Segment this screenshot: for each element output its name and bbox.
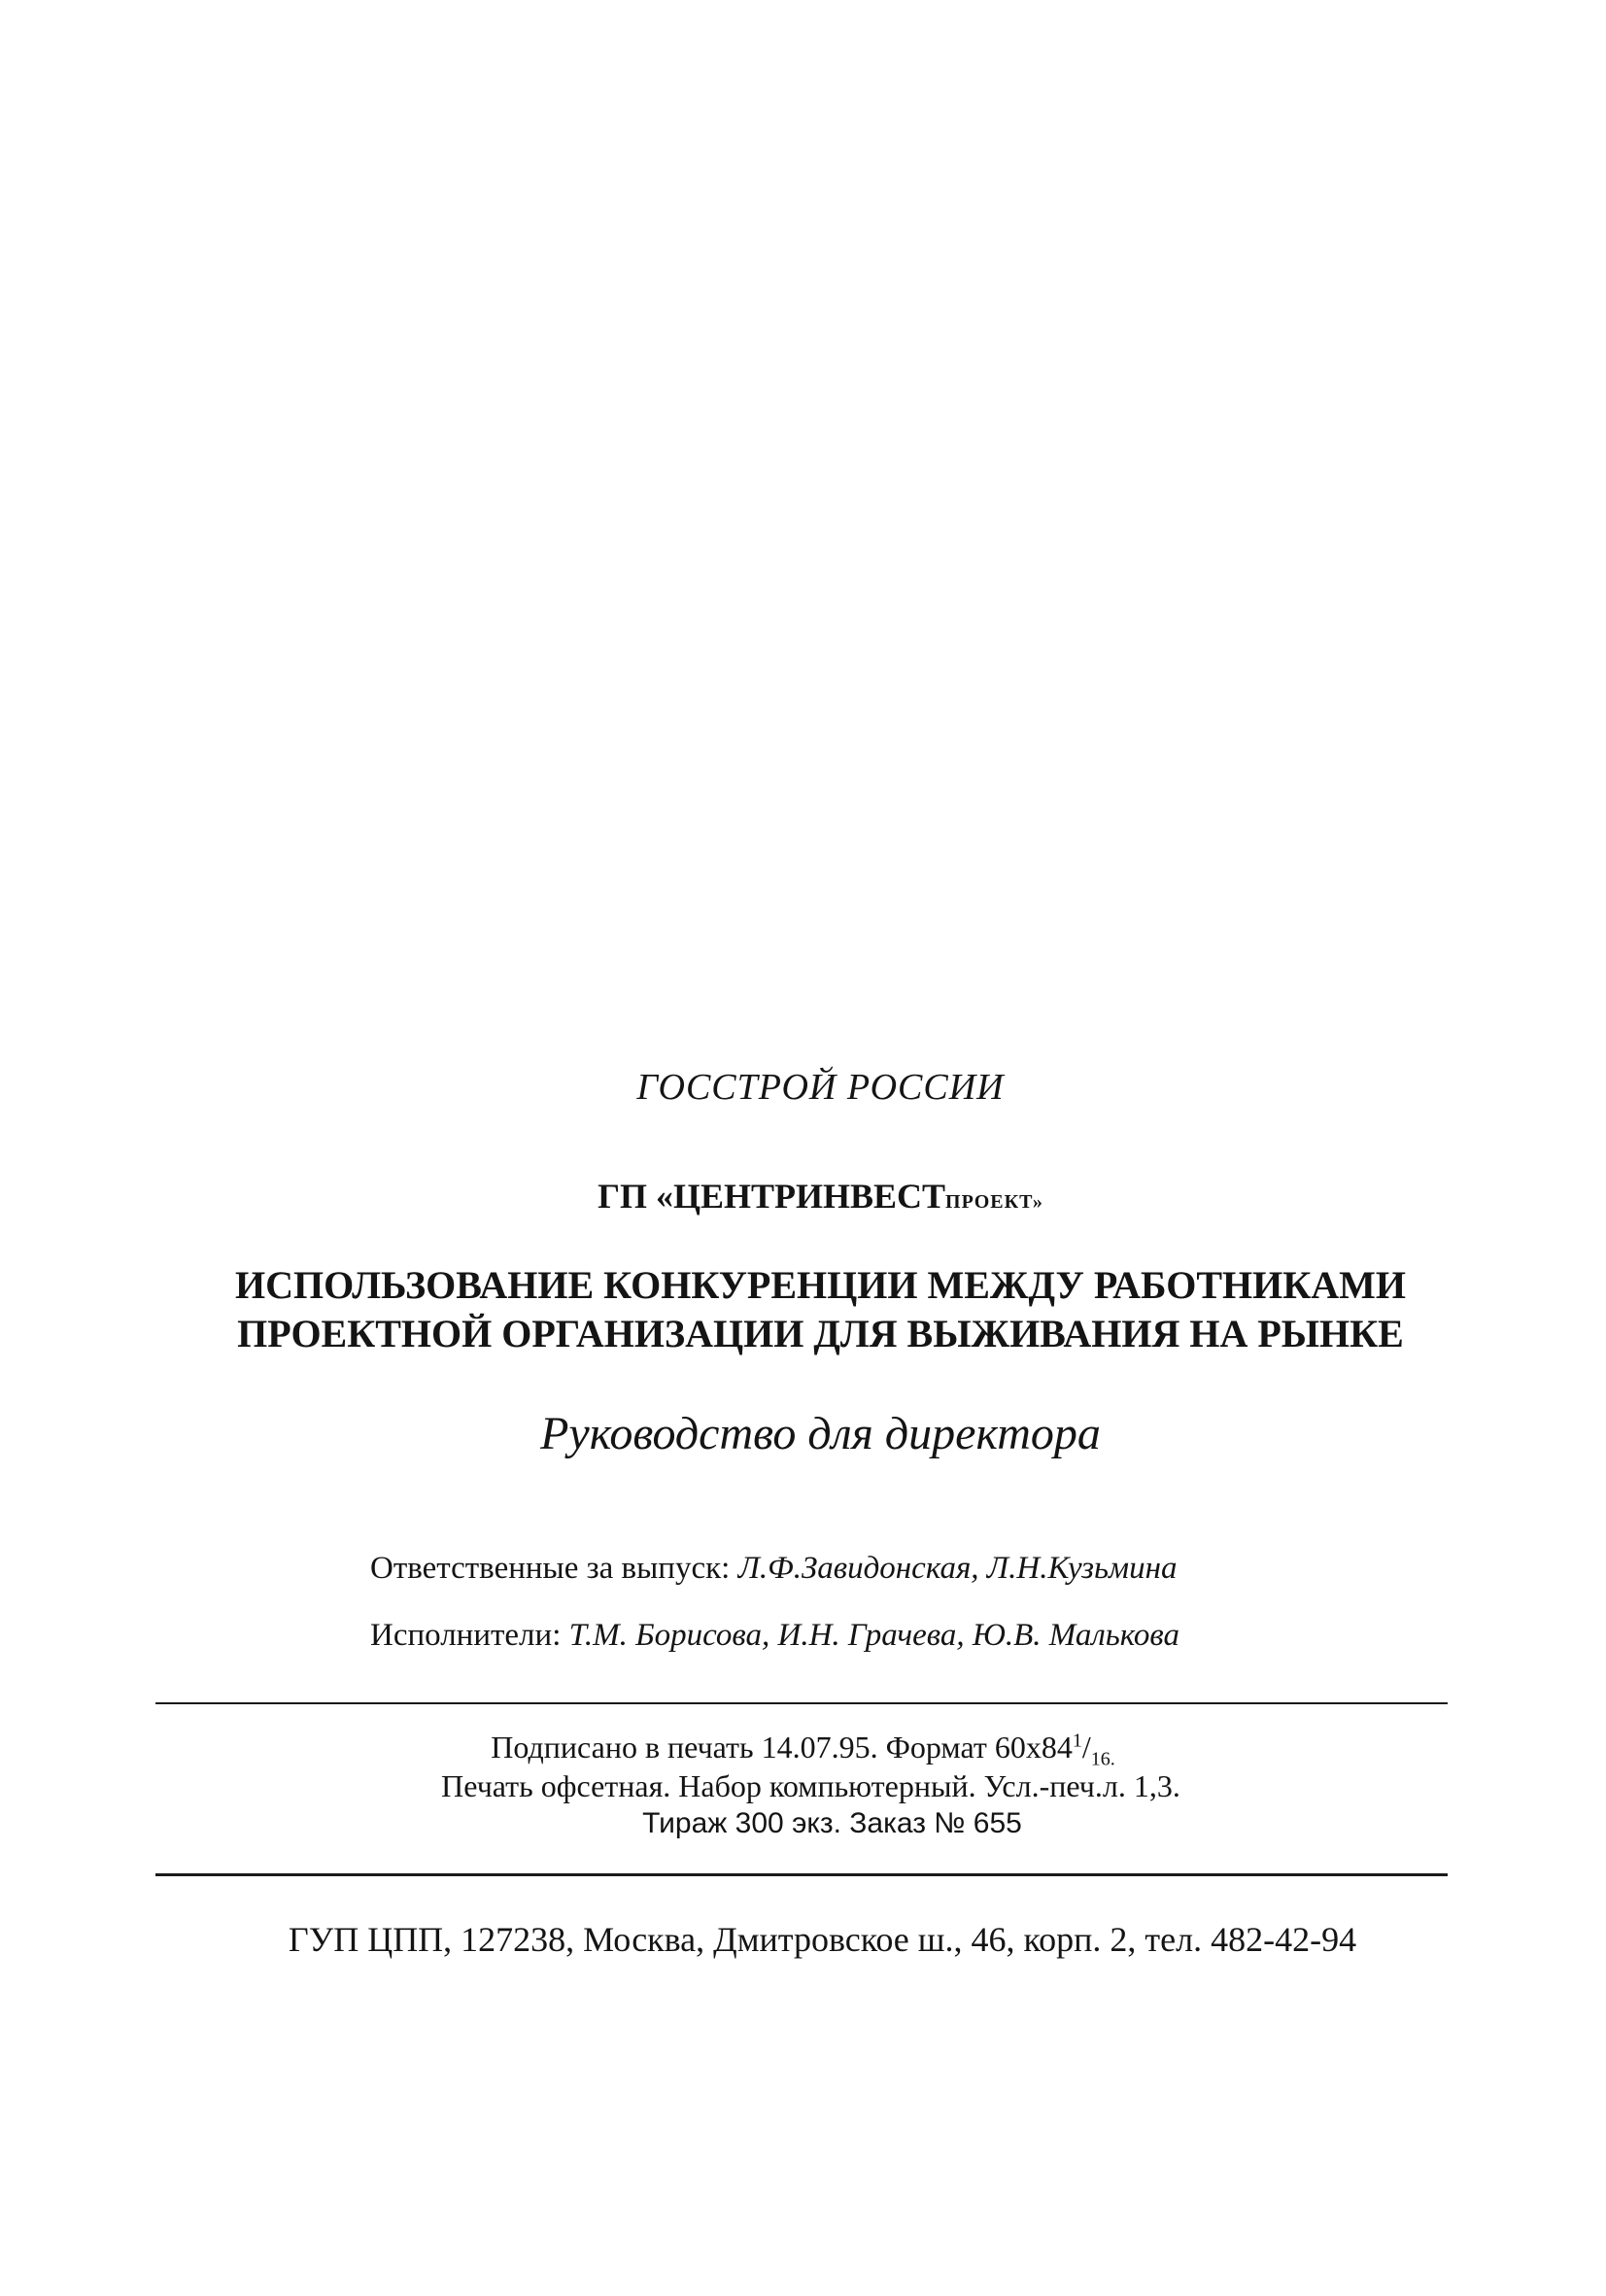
document-title-line-1: ИСПОЛЬЗОВАНИЕ КОНКУРЕНЦИИ МЕЖДУ РАБОТНИКАМИ <box>235 1263 1406 1307</box>
imprint-signed-text: Подписано в печать 14.07.95. Формат 60х84 <box>491 1730 1073 1765</box>
responsible-credits <box>370 1553 1178 1585</box>
executors-names: Т.М. Борисова, И.Н. Грачева, Ю.В. Малькова <box>568 1618 1180 1653</box>
imprint-run-line: Тираж 300 экз. Заказ № 655 <box>642 1807 1022 1839</box>
divider-bottom <box>155 1873 1448 1876</box>
executors-credits <box>370 1620 1179 1652</box>
imprint-print-line: Печать офсетная. Набор компьютерный. Усл.-печ.л. 1,3. <box>441 1768 1180 1803</box>
responsible-label: Ответственные за выпуск: <box>370 1551 731 1586</box>
organization-name-suffix: ПРОЕКТ» <box>945 1191 1043 1213</box>
organization-name-main: ГП «ЦЕНТРИНВЕСТ <box>598 1177 946 1216</box>
document-subtitle: Руководство для директора <box>540 1408 1101 1459</box>
format-denominator: 16. <box>1090 1748 1115 1770</box>
responsible-names: Л.Ф.Завидонская, Л.Н.Кузьмина <box>737 1551 1178 1586</box>
document-title-line-2: ПРОЕКТНОЙ ОРГАНИЗАЦИИ ДЛЯ ВЫЖИВАНИЯ НА РЫНКЕ <box>237 1312 1404 1355</box>
format-slash: / <box>1081 1730 1091 1765</box>
divider-top <box>155 1702 1448 1704</box>
imprint-signed-line <box>0 1730 1606 1770</box>
publisher-address: ГУП ЦПП, 127238, Москва, Дмитровское ш., 46, корп. 2, тел. 482-42-94 <box>288 1920 1357 1959</box>
format-numerator: 1 <box>1072 1730 1082 1752</box>
organization-name <box>17 1179 1606 1214</box>
executors-label: Исполнители: <box>370 1618 562 1653</box>
ministry-heading: ГОССТРОЙ РОССИИ <box>636 1067 1005 1108</box>
